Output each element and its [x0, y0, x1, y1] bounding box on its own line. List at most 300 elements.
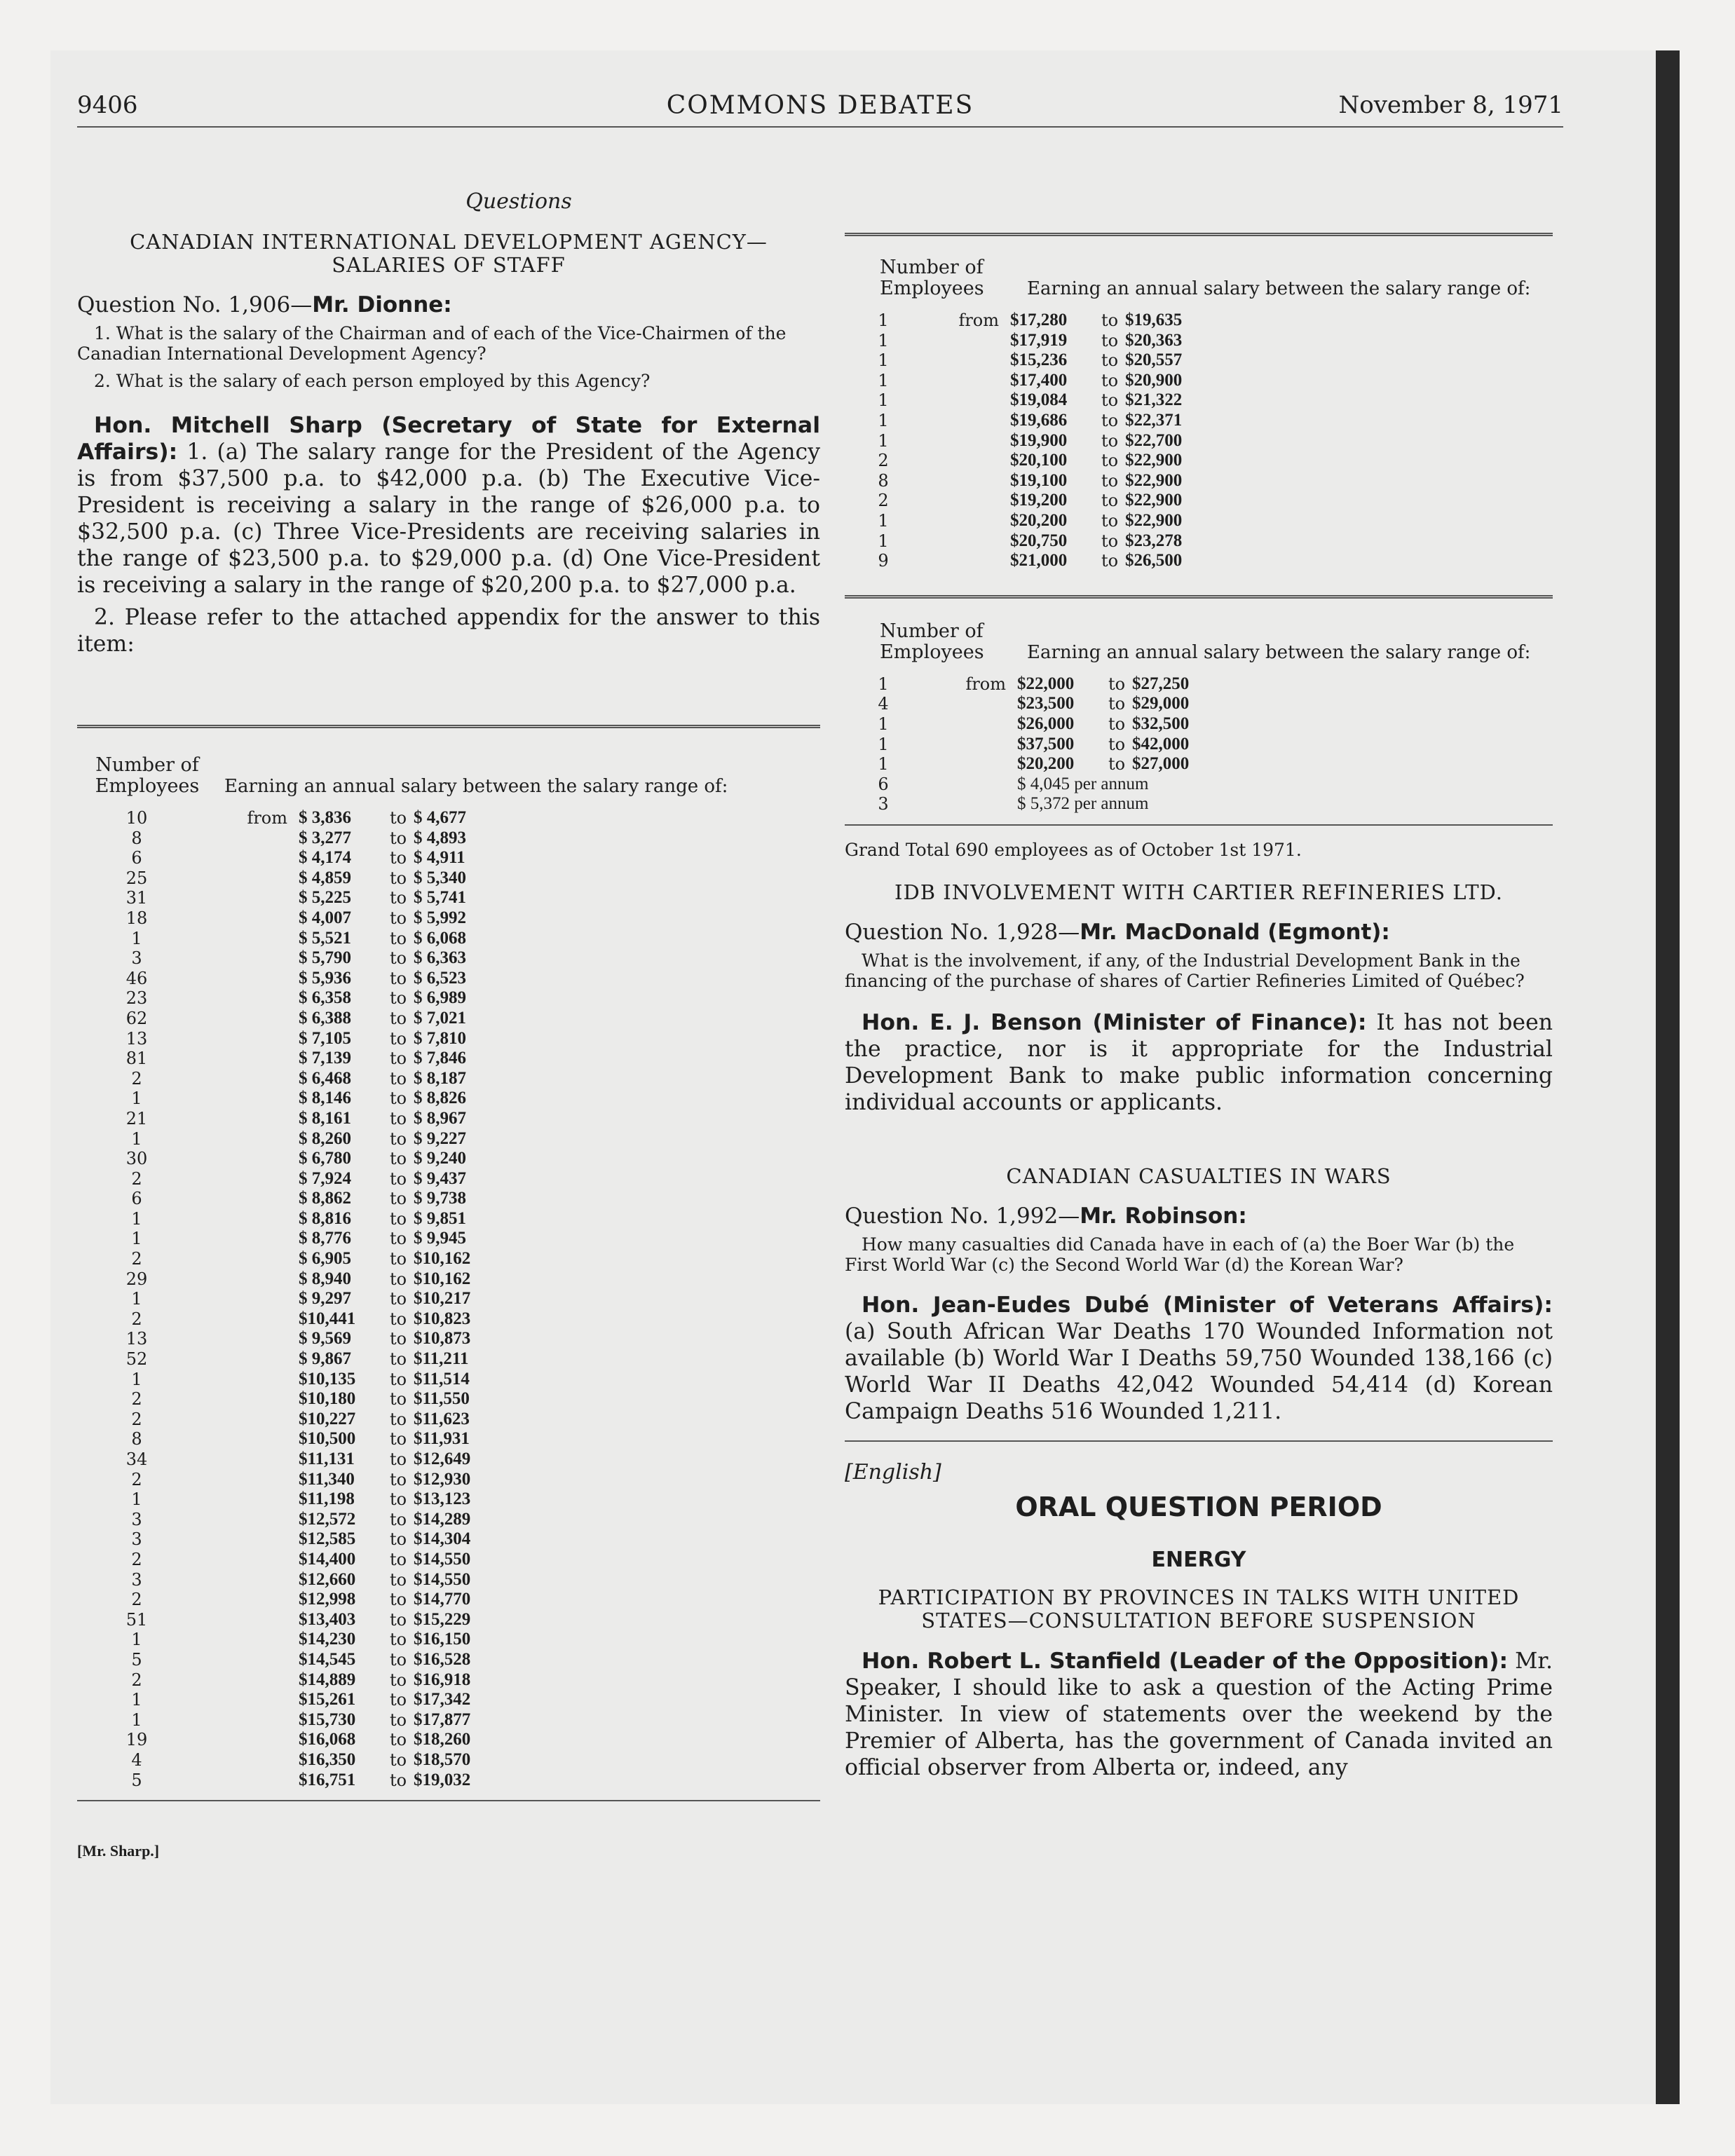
to-label: to — [389, 1128, 407, 1149]
from-label — [196, 1449, 299, 1470]
salary-high: $ 6,363 — [414, 948, 466, 968]
salary-high: $10,873 — [414, 1329, 471, 1349]
energy-title: ENERGY — [1151, 1547, 1246, 1572]
from-label — [196, 1149, 299, 1169]
table-row — [845, 331, 1553, 351]
employee-count: 2 — [131, 1068, 142, 1089]
from-label — [196, 948, 299, 969]
to-label: to — [1101, 390, 1119, 411]
salary-high: $10,217 — [414, 1289, 471, 1309]
employee-count: 18 — [125, 908, 148, 928]
table-row — [77, 1449, 820, 1470]
salary-low: $17,919 — [1010, 330, 1068, 350]
salary-high: $27,000 — [1132, 754, 1190, 774]
question-part-1: 1. What is the salary of the Chairman and of each of the Vice-Chairmen of the Canadian International Development Agency? — [77, 323, 787, 364]
answer-paragraph-1 — [77, 412, 820, 599]
table-row — [77, 1670, 820, 1691]
salary-high: $32,500 — [1132, 714, 1190, 733]
to-label: to — [389, 868, 407, 888]
from-label — [196, 1590, 299, 1610]
table-row — [77, 1529, 820, 1550]
salary-low: $ 6,358 — [299, 988, 351, 1008]
salary-low: $19,084 — [1010, 390, 1068, 410]
section-divider — [845, 1440, 1553, 1442]
from-label — [922, 735, 1017, 755]
table-row — [845, 471, 1553, 491]
to-label: to — [389, 1369, 407, 1389]
from-label — [196, 1510, 299, 1530]
table-row — [77, 1189, 820, 1209]
col-employees-header — [845, 257, 992, 299]
to-label: to — [389, 1269, 407, 1289]
salary-low: $ 3,836 — [299, 808, 351, 827]
question-number: Question No. 1,906— — [77, 292, 313, 318]
salary-high: $14,550 — [414, 1549, 471, 1569]
salary-high: $29,000 — [1132, 694, 1190, 714]
table-row — [77, 1730, 820, 1750]
employee-count: 2 — [131, 1670, 142, 1690]
salary-low: $ 8,776 — [299, 1229, 351, 1248]
to-label: to — [389, 908, 407, 928]
to-label: to — [389, 1489, 407, 1510]
employee-count: 23 — [125, 988, 148, 1009]
to-label: to — [389, 1189, 407, 1209]
casualties-speaker: Hon. Jean-Eudes Dubé (Minister of Veterans Affairs): — [862, 1292, 1553, 1318]
table-row — [77, 1049, 820, 1069]
table-row — [845, 735, 1553, 755]
from-label — [196, 828, 299, 849]
from-label — [196, 1550, 299, 1570]
salary-high: $ 8,187 — [414, 1068, 466, 1088]
stanfield-text: Mr. Speaker, I should like to ask a question of the Acting Prime Minister. In view of statements over the weekend by the Premier of Alberta, has the government of Canada invited an official observer from Alberta or, indeed, any — [845, 1648, 1553, 1780]
to-label: to — [1101, 531, 1119, 551]
to-label: to — [389, 828, 407, 848]
idb-question-heading — [845, 920, 1553, 945]
salary-table-1 — [77, 725, 820, 1790]
from-label — [196, 1089, 299, 1109]
table-row — [77, 1750, 820, 1770]
to-label: to — [1101, 311, 1119, 330]
table-row — [845, 311, 1553, 331]
from-label — [196, 1269, 299, 1290]
to-label: to — [389, 1089, 407, 1109]
employee-count: 3 — [131, 1569, 142, 1590]
oral-question-period-title: ORAL QUESTION PERIOD — [1015, 1491, 1382, 1522]
salary-high: $20,900 — [1125, 370, 1183, 390]
idb-answer — [845, 1009, 1553, 1116]
employee-count: 4 — [878, 694, 889, 714]
col-earnings-header: Earning an annual salary between the salary range of: — [224, 776, 728, 797]
to-label: to — [389, 1509, 407, 1529]
employee-count: 31 — [125, 888, 148, 908]
table-row — [77, 1510, 820, 1530]
table-row — [845, 531, 1553, 552]
header-line-1: Number of — [880, 620, 984, 642]
salary-high: $14,770 — [414, 1590, 471, 1609]
employee-count: 3 — [131, 1529, 142, 1550]
salary-low: $11,198 — [299, 1489, 355, 1509]
salary-high: $17,342 — [414, 1690, 471, 1710]
table-row — [77, 1690, 820, 1710]
salary-low: $10,180 — [299, 1389, 356, 1409]
salary-high: $ 9,227 — [414, 1128, 466, 1148]
salary-high: $18,570 — [414, 1749, 471, 1769]
salary-low: $ 4,007 — [299, 908, 351, 927]
employee-count: 3 — [131, 948, 142, 969]
table-row — [77, 1309, 820, 1330]
salary-high: $26,500 — [1125, 551, 1183, 571]
to-label: to — [389, 1349, 407, 1370]
employee-count: 6 — [131, 848, 142, 868]
salary-high: $ 7,810 — [414, 1028, 466, 1048]
header-line-2: Employees — [95, 775, 200, 797]
to-label: to — [389, 1289, 407, 1309]
salary-high: $27,250 — [1132, 674, 1190, 693]
salary-low: $19,686 — [1010, 410, 1068, 430]
salary-low: $19,900 — [1010, 430, 1068, 450]
table-body — [845, 674, 1553, 814]
from-label — [196, 1109, 299, 1129]
from-label — [196, 988, 299, 1009]
from-label — [196, 1690, 299, 1710]
table-row — [845, 794, 1553, 814]
to-label: to — [1108, 734, 1126, 754]
employee-count: 34 — [125, 1449, 148, 1469]
salary-table-3 — [845, 595, 1553, 814]
employee-count: 2 — [131, 1309, 142, 1329]
table-end-rule — [77, 1800, 820, 1801]
grand-total: Grand Total 690 employees as of October 1st 1971. — [845, 839, 1302, 860]
salary-high: $13,123 — [414, 1489, 471, 1509]
employee-count: 5 — [131, 1649, 142, 1670]
from-label — [196, 1670, 299, 1691]
employee-count: 4 — [131, 1749, 142, 1770]
publication-title: COMMONS DEBATES — [666, 91, 974, 120]
casualties-question: How many casualties did Canada have in each of (a) the Boer War (b) the First World War (c) the Second World War (d) the Korean War? — [845, 1234, 1515, 1275]
to-label: to — [389, 1649, 407, 1670]
table-row — [77, 969, 820, 989]
table-row — [77, 828, 820, 849]
employee-count: 8 — [878, 470, 889, 491]
to-label: to — [389, 1590, 407, 1610]
table-row — [77, 1009, 820, 1029]
from-label — [196, 969, 299, 989]
salary-high: $ 4,677 — [414, 808, 466, 827]
from-label — [196, 1069, 299, 1089]
salary-high: $19,032 — [414, 1770, 471, 1789]
to-label: to — [389, 1749, 407, 1770]
salary-low: $14,545 — [299, 1649, 356, 1669]
idb-title: IDB INVOLVEMENT WITH CARTIER REFINERIES LTD. — [894, 880, 1503, 904]
from-label — [196, 1610, 299, 1630]
from-label — [196, 888, 299, 908]
employee-count: 1 — [131, 1089, 142, 1109]
table-row — [77, 1109, 820, 1129]
salary-high: $16,150 — [414, 1630, 471, 1649]
salary-high: $12,649 — [414, 1449, 471, 1468]
salary-low: $ 4,859 — [299, 868, 351, 887]
cida-title: CANADIAN INTERNATIONAL DEVELOPMENT AGENCY—SALARIES OF STAFF — [130, 230, 768, 277]
salary-low: $ 9,297 — [299, 1289, 351, 1309]
to-label: to — [1101, 451, 1119, 471]
salary-high: $23,278 — [1125, 531, 1183, 550]
page-number: 9406 — [77, 91, 138, 119]
table-row — [77, 1149, 820, 1169]
from-label — [196, 868, 299, 889]
salary-high: $12,930 — [414, 1469, 471, 1489]
employee-count: 1 — [878, 410, 889, 430]
question-heading — [77, 292, 820, 318]
employee-count: 1 — [878, 350, 889, 371]
salary-high: $ 7,846 — [414, 1049, 466, 1068]
salary-low: $ 8,862 — [299, 1189, 351, 1208]
employee-count: 1 — [878, 754, 889, 775]
salary-high: $ 9,738 — [414, 1189, 466, 1208]
employee-count: 3 — [131, 1509, 142, 1529]
table-row — [845, 775, 1553, 795]
table-row — [845, 371, 1553, 391]
salary-low: $20,100 — [1010, 451, 1068, 470]
table-row — [77, 1570, 820, 1590]
table-row — [77, 1710, 820, 1731]
from-label — [922, 371, 1010, 391]
from-label — [196, 1630, 299, 1650]
salary-high: $21,322 — [1125, 390, 1183, 410]
from-label — [196, 908, 299, 929]
from-label — [196, 1389, 299, 1410]
employee-count: 1 — [878, 330, 889, 350]
from-label — [922, 754, 1017, 775]
table-row — [845, 431, 1553, 451]
table-end-rule — [845, 824, 1553, 826]
employee-count: 1 — [878, 531, 889, 551]
to-label: to — [389, 1690, 407, 1710]
table-row — [77, 1489, 820, 1510]
idb-speaker: Hon. E. J. Benson (Minister of Finance): — [862, 1009, 1367, 1035]
from-label — [196, 1249, 299, 1269]
to-label: to — [389, 928, 407, 948]
employee-count: 46 — [125, 968, 148, 988]
participation-title: PARTICIPATION BY PROVINCES IN TALKS WITH UNITED STATES—CONSULTATION BEFORE SUSPENSION — [878, 1585, 1520, 1632]
from-label — [922, 551, 1010, 571]
from-label — [196, 1189, 299, 1209]
salary-table-2 — [845, 233, 1553, 571]
employee-count: 1 — [878, 714, 889, 734]
to-label: to — [1101, 350, 1119, 371]
table-row — [77, 1249, 820, 1269]
salary-low: $15,261 — [299, 1690, 356, 1710]
table-row — [77, 948, 820, 969]
salary-low: $17,280 — [1010, 311, 1068, 329]
to-label: to — [1101, 370, 1119, 390]
from-label — [922, 491, 1010, 511]
salary-high: $11,514 — [414, 1369, 470, 1389]
question-part-2: 2. What is the salary of each person employed by this Agency? — [94, 371, 651, 391]
table-row — [845, 754, 1553, 775]
salary-high: $22,700 — [1125, 430, 1183, 450]
to-label: to — [389, 848, 407, 868]
salary-low: $12,572 — [299, 1509, 356, 1529]
from-label — [196, 1529, 299, 1550]
salary-low: $15,236 — [1010, 350, 1068, 370]
from-label — [196, 1650, 299, 1670]
salary-low: $ 9,569 — [299, 1329, 351, 1349]
salary-low: $ 5,790 — [299, 948, 351, 968]
employee-count: 8 — [131, 828, 142, 848]
to-label: to — [1101, 510, 1119, 531]
salary-high: $ 6,523 — [414, 968, 466, 988]
employee-count: 13 — [125, 1329, 148, 1349]
from-label — [922, 714, 1017, 735]
table-row — [845, 694, 1553, 714]
salary-per-annum: $ 4,045 per annum — [1017, 774, 1149, 793]
salary-low: $14,230 — [299, 1630, 356, 1649]
employee-count: 30 — [125, 1149, 148, 1169]
salary-low: $16,068 — [299, 1730, 356, 1749]
table-row — [77, 1770, 820, 1791]
salary-high: $20,557 — [1125, 350, 1183, 370]
salary-low: $ 5,521 — [299, 928, 351, 948]
table-row — [77, 808, 820, 828]
employee-count: 25 — [125, 868, 148, 888]
salary-low: $11,340 — [299, 1469, 355, 1489]
salary-low: $19,100 — [1010, 470, 1068, 490]
salary-high: $42,000 — [1132, 734, 1190, 753]
left-column — [77, 182, 820, 1860]
to-label: to — [389, 1168, 407, 1189]
employee-count: 1 — [131, 928, 142, 948]
right-column — [845, 233, 1553, 1787]
employee-count: 1 — [878, 734, 889, 754]
salary-high: $17,877 — [414, 1710, 471, 1729]
salary-per-annum: $ 5,372 per annum — [1017, 794, 1149, 814]
employee-count: 2 — [878, 491, 889, 511]
idb-question: What is the involvement, if any, of the Industrial Development Bank in the financing of the purchase of shares of Cartier Refineries Limited of Québec? — [845, 950, 1525, 991]
col-earnings-header: Earning an annual salary between the salary range of: — [1027, 641, 1531, 663]
header-line-2: Employees — [880, 278, 984, 299]
table-row — [845, 451, 1553, 471]
salary-high: $10,823 — [414, 1309, 471, 1328]
salary-low: $10,441 — [299, 1309, 356, 1328]
speaker-footnote: [Mr. Sharp.] — [77, 1842, 160, 1860]
salary-high: $22,900 — [1125, 491, 1183, 510]
header-line-1: Number of — [95, 754, 199, 776]
to-label: to — [1108, 754, 1126, 775]
from-label — [922, 390, 1010, 411]
answer-paragraph-2: 2. Please refer to the attached appendix for the answer to this item: — [77, 605, 820, 657]
from-label — [196, 1229, 299, 1249]
salary-low: $ 8,940 — [299, 1269, 351, 1288]
to-label: to — [389, 1329, 407, 1349]
table-row — [77, 1269, 820, 1290]
from-label — [922, 350, 1010, 371]
employee-count: 1 — [131, 1630, 142, 1650]
salary-low: $ 6,905 — [299, 1249, 351, 1269]
salary-high: $ 4,893 — [414, 828, 466, 847]
table-row — [77, 1169, 820, 1189]
table-row — [845, 411, 1553, 431]
salary-high: $22,371 — [1125, 410, 1183, 430]
page-header — [77, 91, 1563, 128]
table-row — [77, 1550, 820, 1570]
table-row — [77, 848, 820, 868]
header-line-1: Number of — [880, 257, 984, 278]
to-label: to — [389, 1609, 407, 1630]
salary-low: $13,403 — [299, 1609, 356, 1629]
salary-high: $22,900 — [1125, 470, 1183, 490]
casualties-answer — [845, 1292, 1553, 1425]
casualties-title: CANADIAN CASUALTIES IN WARS — [1006, 1164, 1392, 1188]
from-label: from — [247, 808, 287, 828]
table-row — [77, 1349, 820, 1370]
employee-count: 1 — [131, 1208, 142, 1229]
employee-count: 2 — [131, 1469, 142, 1489]
to-label: to — [1108, 674, 1126, 694]
from-label — [196, 1329, 299, 1349]
employee-count: 51 — [125, 1609, 148, 1630]
from-label — [196, 1489, 299, 1510]
salary-high: $ 9,851 — [414, 1208, 466, 1228]
salary-high: $ 6,068 — [414, 928, 466, 948]
salary-low: $20,200 — [1010, 510, 1068, 530]
from-label — [196, 1289, 299, 1309]
to-label: to — [389, 1730, 407, 1750]
salary-high: $11,550 — [414, 1389, 470, 1409]
employee-count: 9 — [878, 551, 889, 571]
salary-high: $ 5,992 — [414, 908, 466, 927]
to-label: to — [389, 1049, 407, 1069]
salary-low: $ 5,225 — [299, 888, 351, 908]
salary-high: $11,931 — [414, 1429, 470, 1449]
from-label — [196, 1349, 299, 1370]
to-label: to — [389, 1068, 407, 1089]
to-label: to — [389, 888, 407, 908]
from-label — [196, 1029, 299, 1049]
from-label — [922, 411, 1010, 431]
to-label: to — [389, 1670, 407, 1690]
salary-low: $ 4,174 — [299, 848, 351, 868]
from-label — [196, 1730, 299, 1750]
from-label — [196, 1770, 299, 1791]
salary-low: $10,227 — [299, 1409, 356, 1428]
employee-count: 62 — [125, 1008, 148, 1028]
employee-count: 29 — [125, 1269, 148, 1289]
salary-low: $ 6,388 — [299, 1008, 351, 1028]
binding-edge — [1656, 50, 1680, 2104]
to-label: to — [389, 1229, 407, 1249]
table-body — [845, 311, 1553, 571]
question-asker: Mr. Dionne: — [312, 292, 452, 318]
salary-high: $11,211 — [414, 1349, 469, 1369]
salary-high: $16,918 — [414, 1670, 471, 1689]
from-label — [922, 331, 1010, 351]
table-row — [845, 390, 1553, 411]
salary-high: $22,900 — [1125, 510, 1183, 530]
from-label: from — [958, 311, 999, 330]
to-label: to — [389, 1389, 407, 1410]
salary-high: $20,363 — [1125, 330, 1183, 350]
to-label: to — [389, 1449, 407, 1469]
salary-low: $ 7,139 — [299, 1049, 351, 1068]
from-label — [196, 1129, 299, 1149]
table-row — [845, 511, 1553, 531]
salary-low: $22,000 — [1017, 674, 1075, 693]
table-row — [845, 491, 1553, 511]
table-row — [845, 551, 1553, 571]
salary-high: $ 4,911 — [414, 848, 465, 868]
salary-low: $12,585 — [299, 1529, 356, 1549]
salary-low: $16,751 — [299, 1770, 356, 1789]
